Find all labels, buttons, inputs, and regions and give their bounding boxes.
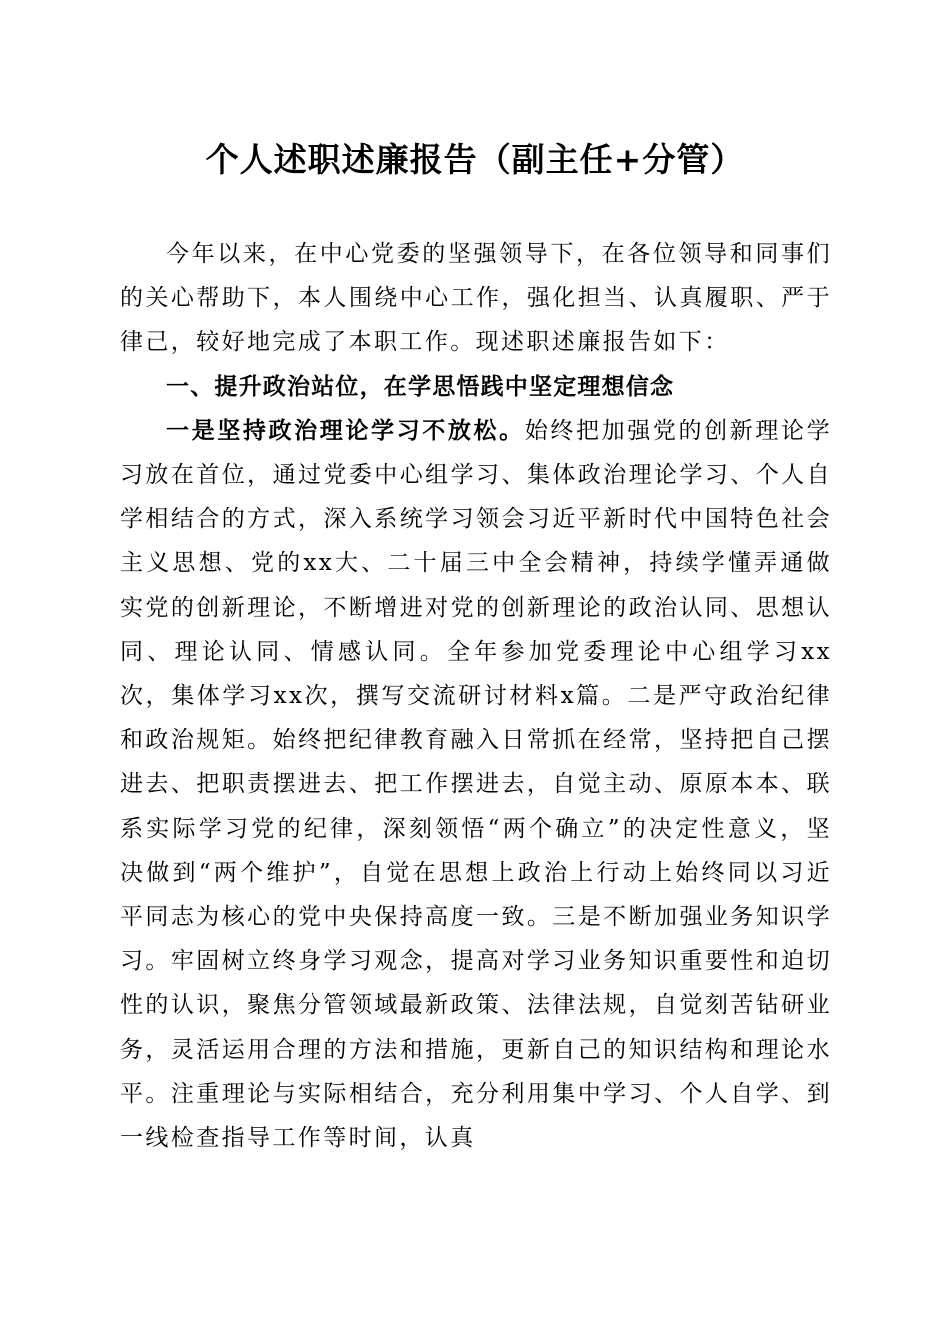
paragraph-body: 始终把加强党的创新理论学习放在首位，通过党委中心组学习、集体政治理论学习、个人自学相结合的方式，深入系统学习领会习近平新时代中国特色社会主义思想、党的xx大、二十届三中全会精神，持续学懂弄通做实党的创新理论，不断增进对党的创新理论的政治认同、思想认同、理论认同、情感认同。全年参加党委理论中心组学习xx次，集体学习xx次，撰写交流研讨材料x篇。二是严守政治纪律和政治规矩。始终把纪律教育融入日常抓在经常，坚持把自己摆进去、把职责摆进去、把工作摆进去，自觉主动、原原本本、联系实际学习党的纪律，深刻领悟“两个确立”的决定性意义，坚决做到“两个维护”，自觉在思想上政治上行动上始终同以习近平同志为核心的党中央保持高度一致。三是不断加强业务知识学习。牢固树立终身学习观念，提高对学习业务知识重要性和迫切性的认识，聚焦分管领域最新政策、法律法规，自觉刻苦钻研业务，灵活运用合理的方法和措施，更新自己的知识结构和理论水平。注重理论与实际相结合，充分利用集中学习、个人自学、到一线检查指导工作等时间，认真 (120, 417, 832, 1152)
document-body (120, 232, 832, 1160)
document-title: 个人述职述廉报告（副主任+分管） (205, 140, 745, 179)
section-heading: 一、提升政治站位，在学思悟践中坚定理想信念 (166, 373, 675, 400)
section-paragraph (120, 409, 832, 1160)
paragraph-lead: 一是坚持政治理论学习不放松。 (166, 416, 525, 444)
intro-paragraph: 今年以来，在中心党委的坚强领导下，在各位领导和同事们的关心帮助下，本人围绕中心工作，强化担当、认真履职、严于律己，较好地完成了本职工作。现述职述廉报告如下： (120, 241, 832, 356)
